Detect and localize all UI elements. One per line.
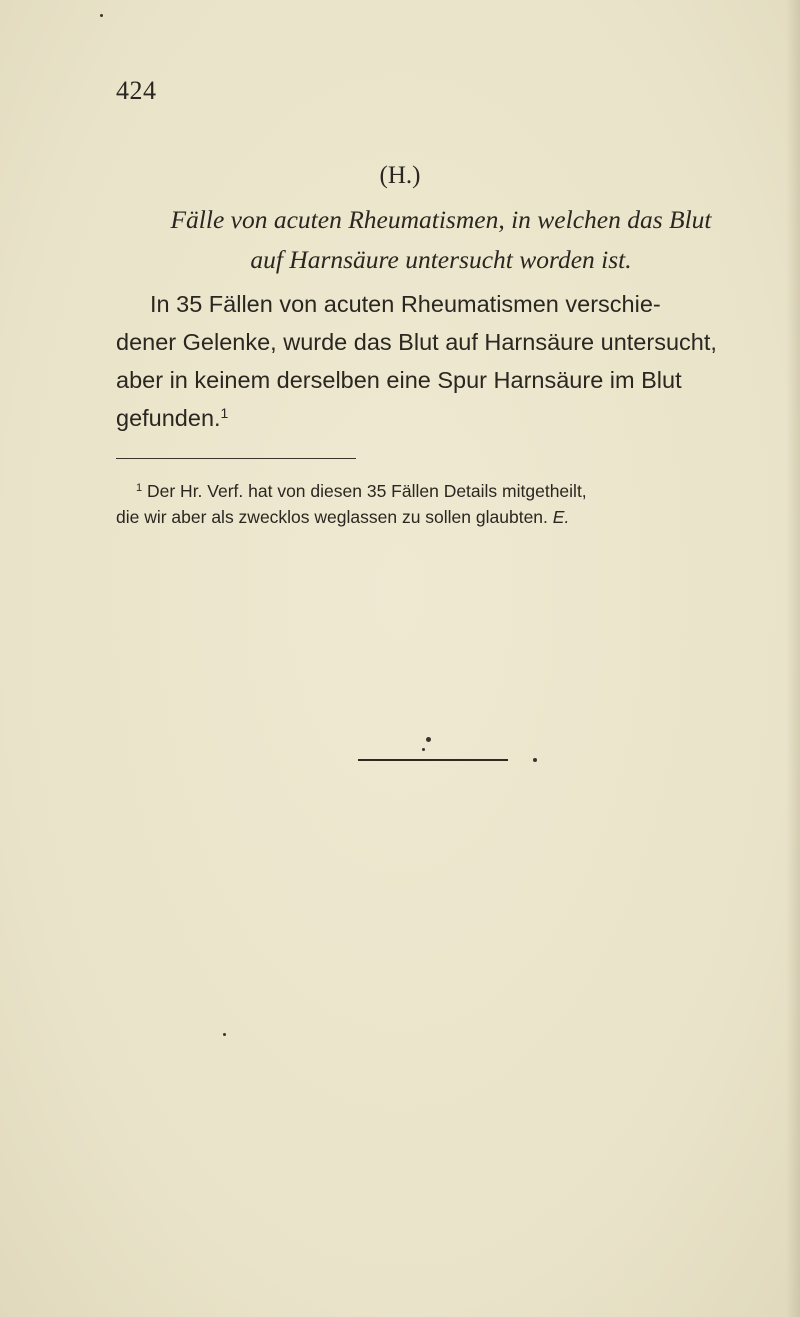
heading-line-1: Fälle von acuten Rheumatismen, in welchen das Blut [170, 205, 712, 234]
footnote [116, 478, 766, 530]
footnote-reference: 1 [220, 405, 229, 421]
footnote-separator [116, 458, 356, 459]
body-line-1: In 35 Fällen von acuten Rheumatismen verschie- [150, 291, 661, 317]
footnote-line-2 [116, 504, 766, 530]
body-paragraph [116, 285, 766, 437]
ink-speck [426, 737, 431, 742]
section-mark: (H.) [379, 162, 421, 189]
page-number: 424 [116, 76, 157, 105]
footnote-line-1-text: Der Hr. Verf. hat von diesen 35 Fällen Details mitgetheilt, [147, 481, 587, 501]
footnote-signature: E. [552, 507, 570, 527]
ink-speck [223, 1033, 226, 1036]
ink-speck [533, 758, 537, 762]
body-line-2: dener Gelenke, wurde das Blut auf Harnsäure untersucht, [116, 329, 717, 355]
footnote-line-2-text: die wir aber als zwecklos weglassen zu sollen glaubten. [116, 507, 548, 527]
ink-speck [422, 748, 425, 751]
body-line-4-text: gefunden. [116, 405, 221, 431]
heading-line-2: auf Harnsäure untersucht worden ist. [250, 245, 632, 274]
footnote-marker: 1 [136, 482, 143, 494]
page-edge-shadow [786, 0, 800, 1317]
end-rule [358, 759, 508, 761]
body-line-3: aber in keinem derselben eine Spur Harnsäure im Blut [116, 367, 682, 393]
footnote-line-1 [116, 478, 766, 504]
section-heading [116, 200, 766, 280]
ink-speck [100, 14, 103, 17]
body-line-4 [116, 399, 766, 437]
